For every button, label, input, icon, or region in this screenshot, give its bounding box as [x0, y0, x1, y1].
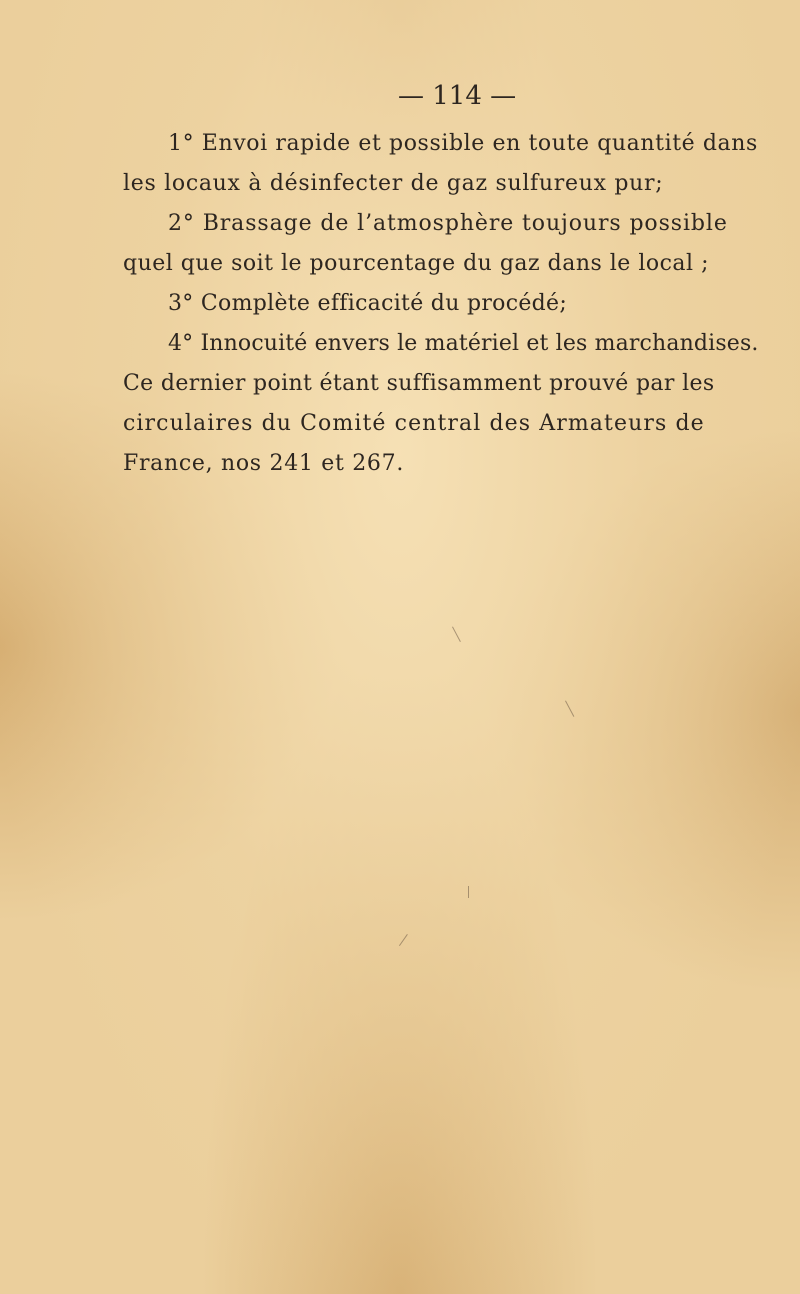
- text-line-2: les locaux à désinfecter de gaz sulfureux pur;: [123, 171, 664, 196]
- paper-mark: [468, 886, 469, 898]
- paper-mark: [452, 627, 461, 642]
- text-line-8: circulaires du Comité central des Armateurs de: [123, 411, 705, 436]
- text-line-9: France, nos 241 et 267.: [123, 451, 405, 476]
- text-line-1: 1° Envoi rapide et possible en toute quantité dans: [168, 131, 758, 156]
- text-line-4: quel que soit le pourcentage du gaz dans le local ;: [123, 251, 709, 276]
- text-line-5: 3° Complète efficacité du procédé;: [168, 291, 568, 316]
- page-number: — 114 —: [398, 81, 517, 111]
- text-line-3: 2° Brassage de l’atmosphère toujours possible: [168, 211, 728, 236]
- text-line-6: 4° Innocuité envers le matériel et les marchandises.: [168, 331, 759, 356]
- paper-mark: [399, 934, 408, 946]
- text-line-7: Ce dernier point étant suffisamment prouvé par les: [123, 371, 715, 396]
- paper-mark: [565, 701, 574, 717]
